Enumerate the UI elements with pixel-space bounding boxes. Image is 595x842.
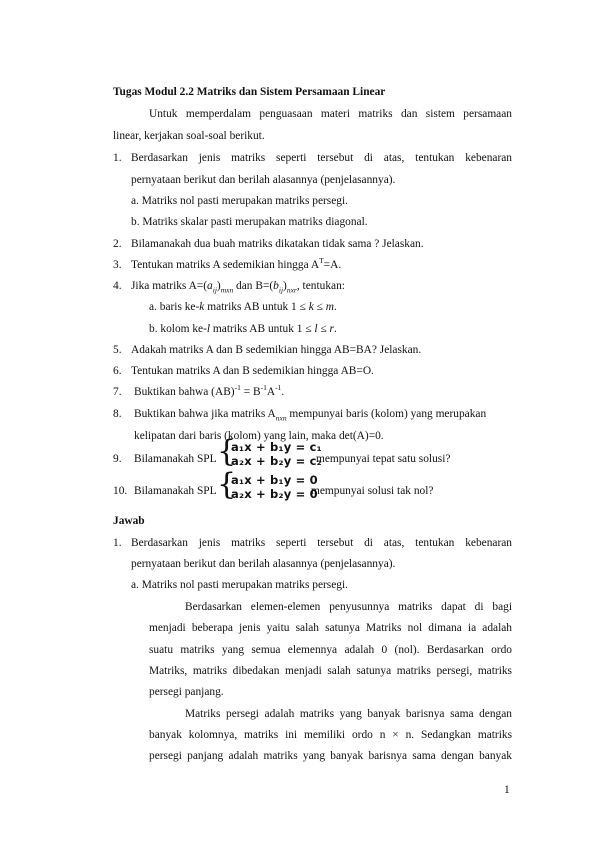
q9-pre: Bilamanakah SPL bbox=[134, 453, 217, 465]
q9-number: 9. bbox=[113, 453, 122, 465]
q10-number: 10. bbox=[113, 485, 128, 497]
ans1-p1-line-1: Berdasarkan elemen-elemen penyusunnya matriks dapat di bagi bbox=[185, 601, 512, 613]
q9-equation-1: a₁x + b₁y = c₁ bbox=[231, 440, 322, 454]
q4-item-b: b. kolom ke-l matriks AB untuk 1 ≤ l ≤ r. bbox=[149, 323, 337, 335]
page-title: Tugas Modul 2.2 Matriks dan Sistem Persamaan Linear bbox=[113, 86, 386, 98]
ans1-line-1: Berdasarkan jenis matriks seperti tersebut di atas, tentukan kebenaran bbox=[131, 537, 512, 549]
intro-line-2: linear, kerjakan soal-soal berikut. bbox=[113, 130, 265, 142]
q7-number: 7. bbox=[113, 386, 122, 398]
q1-item-b: b. Matriks skalar pasti merupakan matriks diagonal. bbox=[131, 216, 368, 228]
q8-line-2: kelipatan dari baris (kolom) yang lain, maka det(A)=0. bbox=[134, 430, 384, 442]
q6-text: Tentukan matriks A dan B sedemikian hingga AB=O. bbox=[131, 365, 374, 377]
q10-brace: { bbox=[217, 467, 237, 502]
ans1-p1-line-4: Matriks, matriks dibedakan menjadi salah satunya matriks persegi, matriks bbox=[149, 665, 512, 677]
q7-text: Buktikan bahwa $(AB)^{-1} = B^{-1}A^{-1}$. bbox=[134, 383, 285, 398]
q8-number: 8. bbox=[113, 408, 122, 420]
q4-item-a: a. baris ke-k matriks AB untuk 1 ≤ k ≤ m. bbox=[149, 301, 337, 313]
intro-line-1: Untuk memperdalam penguasaan materi matriks dan sistem persamaan bbox=[149, 108, 512, 120]
q1-item-a: a. Matriks nol pasti merupakan matriks persegi. bbox=[131, 195, 349, 207]
q8-line-1: Buktikan bahwa jika matriks $A_{nxn}$ mempunyai baris (kolom) yang merupakan bbox=[134, 408, 487, 423]
q6-number: 6. bbox=[113, 365, 122, 377]
q9-equation-2: a₂x + b₂y = c₂ bbox=[231, 454, 322, 468]
q10-pre: Bilamanakah SPL bbox=[134, 485, 217, 497]
ans1-p1-line-3: suatu matriks yang semua elemennya adalah 0 (nol). Berdasarkan ordo bbox=[149, 644, 512, 656]
q10-equation-1: a₁x + b₁y = 0 bbox=[231, 473, 318, 487]
ans1-p1-line-5: persegi panjang. bbox=[149, 686, 224, 698]
ans1-p2-line-1: Matriks persegi adalah matriks yang banyak barisnya sama dengan bbox=[185, 708, 512, 720]
q10-equation-2: a₂x + b₂y = 0 bbox=[231, 487, 318, 501]
page-number: 1 bbox=[504, 784, 510, 796]
ans1-p2-line-3: persegi panjang adalah matriks yang banyak barisnya sama dengan banyak bbox=[149, 750, 512, 762]
q1-line-1: Berdasarkan jenis matriks seperti tersebut di atas, tentukan kebenaran bbox=[131, 152, 512, 164]
q4-text: Jika matriks $A=(a_{ij})_{mxn}$ dan $B=(b_{ij})_{nxr}$, tentukan: bbox=[131, 280, 345, 295]
ans1-p1-line-2: menjadi beberapa jenis yaitu salah satunya Matriks nol dimana ia adalah bbox=[149, 622, 512, 634]
q1-number: 1. bbox=[113, 152, 122, 164]
answer-heading: Jawab bbox=[113, 515, 145, 527]
ans1-p2-line-2: banyak kolomnya, matriks ini memiliki ordo n × n. Sedangkan matriks bbox=[149, 729, 512, 741]
q2-text: Bilamanakah dua buah matriks dikatakan tidak sama ? Jelaskan. bbox=[131, 238, 424, 250]
q4-number: 4. bbox=[113, 280, 122, 292]
ans1-number: 1. bbox=[113, 537, 122, 549]
q1-line-2: pernyataan berikut dan berilah alasannya (penjelasannya). bbox=[131, 174, 396, 186]
q2-number: 2. bbox=[113, 238, 122, 250]
q5-number: 5. bbox=[113, 344, 122, 356]
q9-post: mempunyai tepat satu solusi? bbox=[316, 453, 451, 465]
ans1-item-a: a. Matriks nol pasti merupakan matriks persegi. bbox=[131, 579, 349, 591]
q3-text: Tentukan matriks A sedemikian hingga $A^T=A$. bbox=[131, 256, 342, 271]
q10-post: mempunyai solusi tak nol? bbox=[311, 485, 434, 497]
ans1-line-2: pernyataan berikut dan berilah alasannya (penjelasannya). bbox=[131, 558, 396, 570]
q3-number: 3. bbox=[113, 259, 122, 271]
q9-brace: { bbox=[217, 434, 237, 469]
q5-text: Adakah matriks A dan B sedemikian hingga AB=BA? Jelaskan. bbox=[131, 344, 422, 356]
